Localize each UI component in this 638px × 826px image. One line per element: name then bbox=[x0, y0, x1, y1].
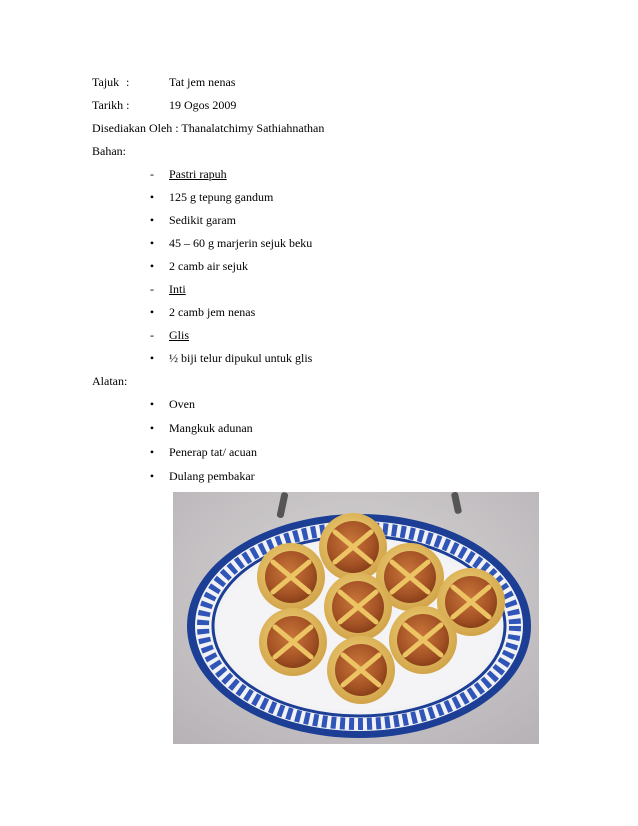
title-colon: : bbox=[126, 75, 130, 89]
subheading-pastry: Pastri rapuh bbox=[169, 167, 227, 181]
ingredient-text: 2 camb air sejuk bbox=[169, 259, 248, 273]
ingredient-text: ½ biji telur dipukul untuk glis bbox=[169, 351, 313, 365]
tool-text: Mangkuk adunan bbox=[169, 421, 253, 435]
bullet-icon: • bbox=[149, 190, 155, 204]
tool-text: Dulang pembakar bbox=[169, 469, 255, 483]
bullet-icon: • bbox=[149, 469, 155, 483]
bullet-icon: • bbox=[149, 305, 155, 319]
tools-heading: Alatan: bbox=[92, 374, 128, 388]
date-value: 19 Ogos 2009 bbox=[169, 98, 237, 112]
bullet-icon: • bbox=[149, 213, 155, 227]
title-label: Tajuk bbox=[92, 75, 120, 89]
dash-marker: - bbox=[150, 167, 154, 181]
dash-marker: - bbox=[150, 282, 154, 296]
prepared-by: Disediakan Oleh : Thanalatchimy Sathiahnathan bbox=[92, 121, 325, 135]
bullet-icon: • bbox=[149, 236, 155, 250]
ingredient-text: 45 – 60 g marjerin sejuk beku bbox=[169, 236, 313, 250]
ingredient-text: 125 g tepung gandum bbox=[169, 190, 274, 204]
tarts-illustration bbox=[173, 492, 539, 744]
tarts-photo bbox=[173, 492, 539, 744]
bullet-icon: • bbox=[149, 397, 155, 411]
bullet-icon: • bbox=[149, 351, 155, 365]
subheading-filling: Inti bbox=[169, 282, 186, 296]
title-value: Tat jem nenas bbox=[169, 75, 236, 89]
tool-text: Oven bbox=[169, 397, 195, 411]
bullet-icon: • bbox=[149, 259, 155, 273]
bullet-icon: • bbox=[149, 445, 155, 459]
tool-text: Penerap tat/ acuan bbox=[169, 445, 257, 459]
dash-marker: - bbox=[150, 328, 154, 342]
ingredients-heading: Bahan: bbox=[92, 144, 126, 158]
bullet-icon: • bbox=[149, 421, 155, 435]
ingredient-text: 2 camb jem nenas bbox=[169, 305, 256, 319]
subheading-glaze: Glis bbox=[169, 328, 190, 342]
ingredient-text: Sedikit garam bbox=[169, 213, 236, 227]
date-label: Tarikh : bbox=[92, 98, 130, 112]
